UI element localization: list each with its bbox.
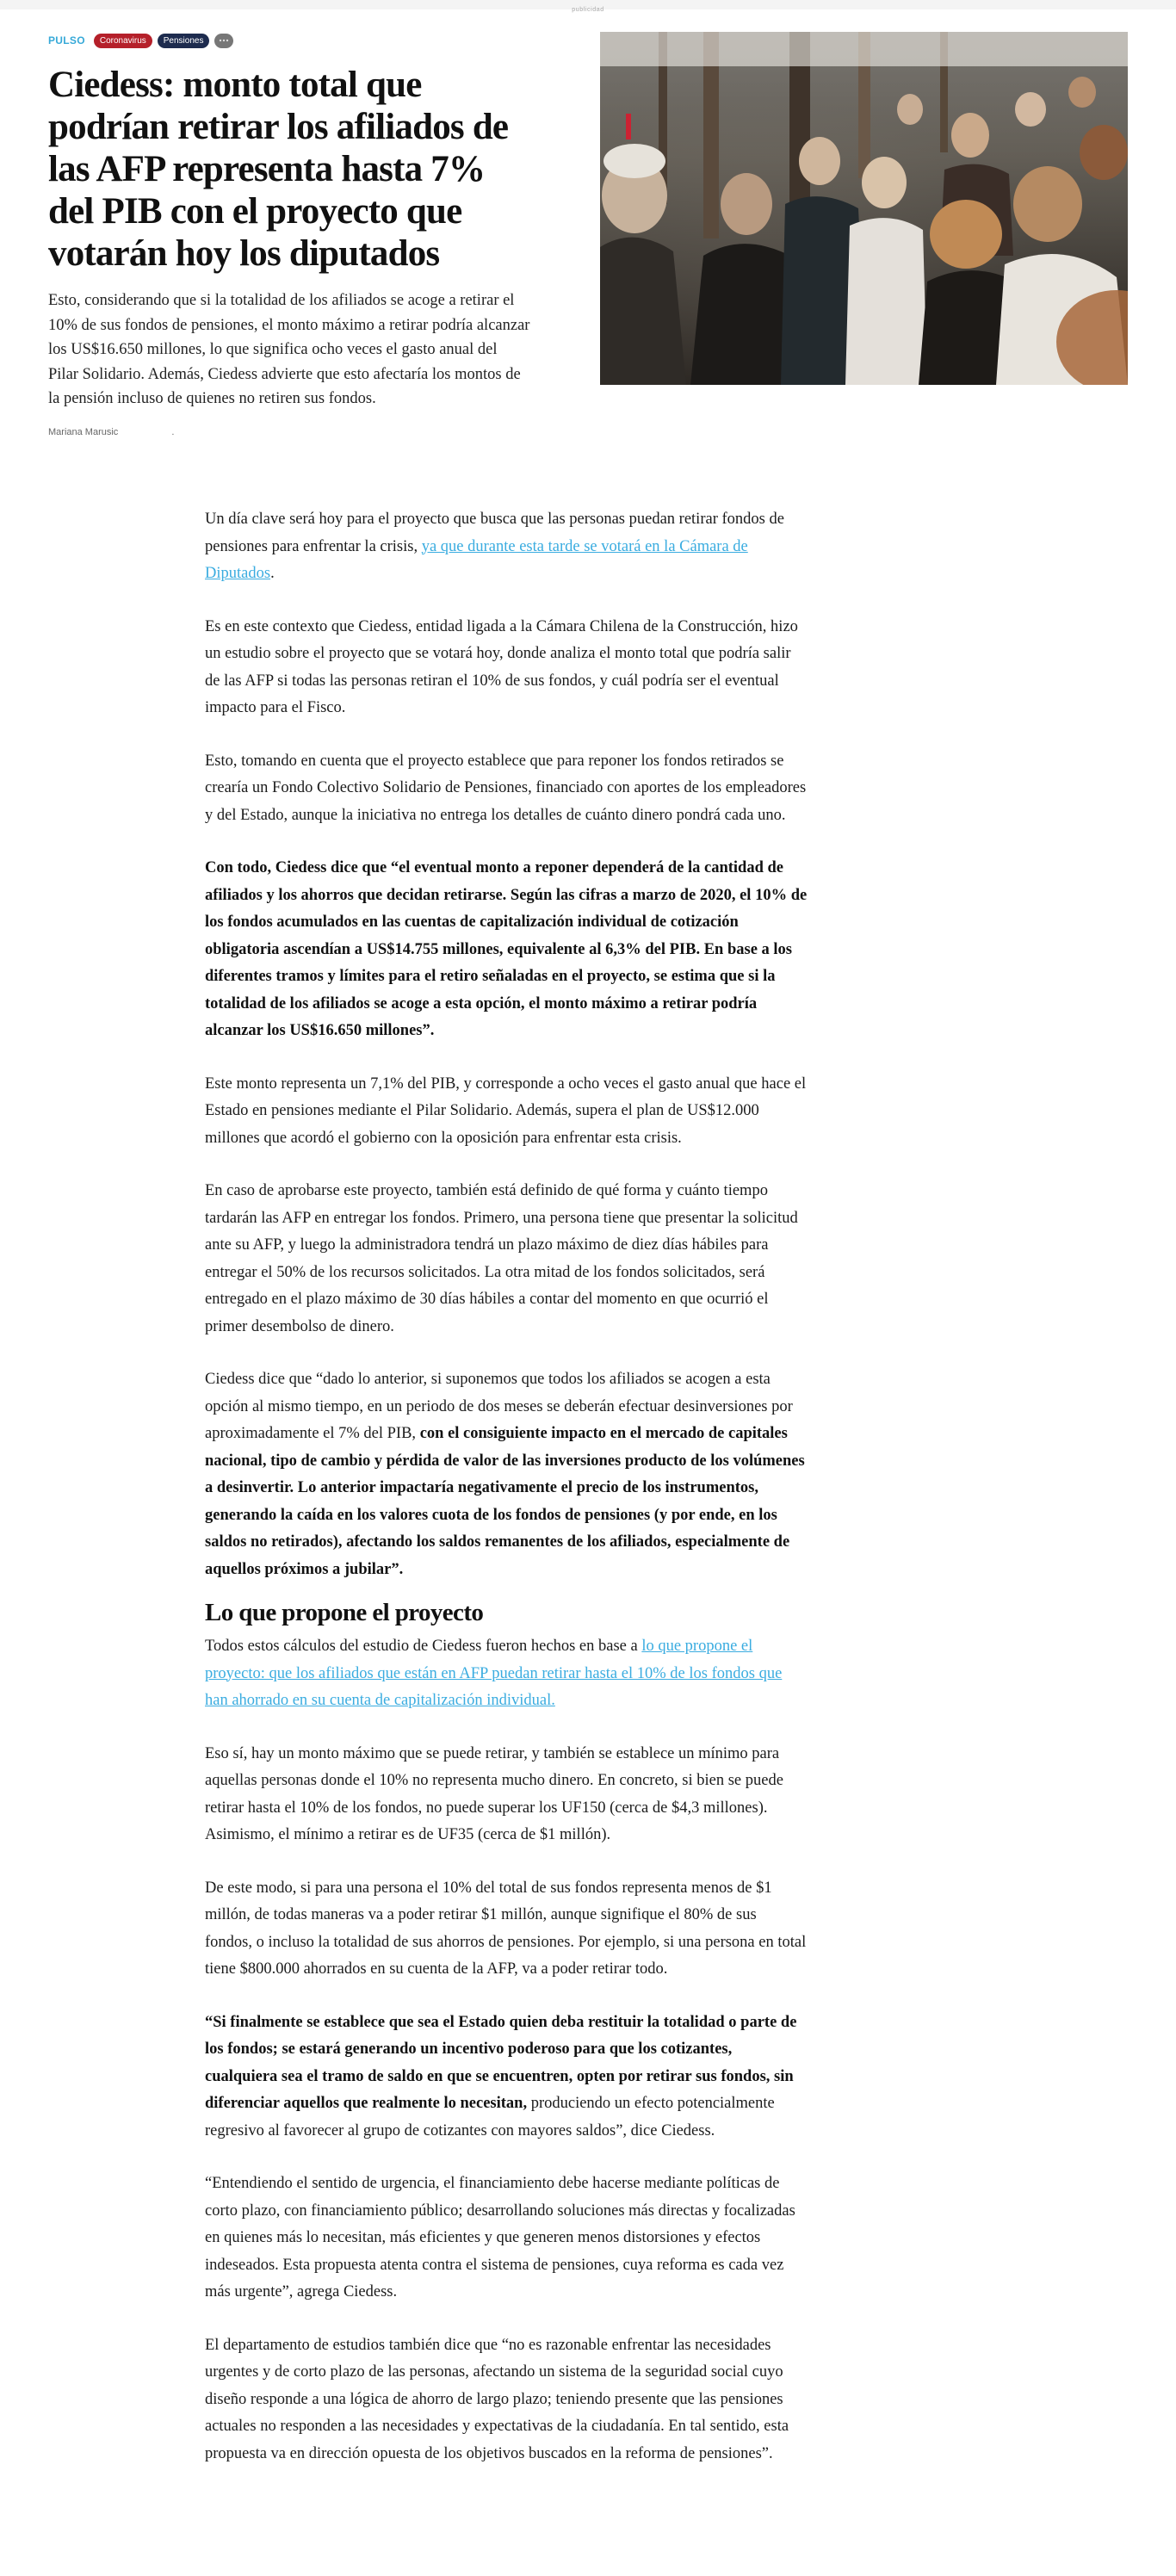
paragraph-8 <box>205 1633 808 1715</box>
paragraph-6: En caso de aprobarse este proyecto, también está definido de qué forma y cuánto tiempo tardarán las AFP en entregar los fondos. Primero, una persona tiene que presentar la solicitud ante su AFP, y luego la administradora tendrá un plazo máximo de diez días hábiles para entregar el 50% de los recursos solicitados. La otra mitad de los fondos solicitados, será entregado en el plazo máximo de 30 días hábiles a contar del momento en que ocurrió el primer desembolso de dinero. <box>205 1182 798 1335</box>
headline: Ciedess: monto total que podrían retirar los afiliados de las AFP representa hasta 7% del PIB con el proyecto que votarán hoy los diputados <box>48 65 509 274</box>
paragraph-4: Con todo, Ciedess dice que “el eventual monto a reponer dependerá de la cantidad de afiliados y los ahorros que decidan retirarse. Según las cifras a marzo de 2020, el 10% de los fondos acumulados en las cuentas de capitalización individual de cotización obligatoria ascendían a US$14.755 millones, equivalente al 6,3% del PIB. En base a los diferentes tramos y límites para el retiro señaladas en el proyecto, se estima que si la totalidad de los afiliados se acoge a esta opción, el monto máximo a retirar podría alcanzar los US$16.650 millones”. <box>205 859 808 1039</box>
subheading: Lo que propone el proyecto <box>205 1599 484 1626</box>
tag-coronavirus[interactable]: Coronavirus <box>94 34 152 48</box>
paragraph-3: Esto, tomando en cuenta que el proyecto establece que para reponer los fondos retirados se crearía un Fondo Colectivo Solidario de Pensiones, financiado con aportes de los empleadores y del Estado, aunque la iniciativa no entrega los detalles de cuánto dinero pondrá cada uno. <box>205 752 807 824</box>
more-tags-button[interactable] <box>214 34 233 48</box>
paragraph-7-text: Ciedess dice que “dado lo anterior, si suponemos que todos los afiliados se acogen a esta opción al mismo tiempo, en un periodo de dos meses se deberán efectuar desinversiones por aproximadamente el 7% del PIB, <box>205 1371 793 1442</box>
paragraph-9: Eso sí, hay un monto máximo que se puede retirar, y también se establece un mínimo para aquellas personas donde el 10% no representa mucho dinero. En concreto, si bien se puede retirar hasta el 10% de los fondos, no puede superar los UF150 (cerca de $4,3 millones). Asimismo, el mínimo a retirar es de UF35 (cerca de $1 millón). <box>205 1744 783 1843</box>
paragraph-7-bold: con el consiguiente impacto en el mercado de capitales nacional, tipo de cambio y pérdida de valor de las inversiones producto de los volúmenes a desinvertir. Lo anterior impactaría negativamente el precio de los instrumentos, generando la caída en los valores cuota de los fondos de pensiones (y por ende, en los saldos no retirados), afectando los saldos remanentes de los afiliados, especialmente de aquellos próximos a jubilar”. <box>205 1425 805 1578</box>
ad-label: publicidad <box>572 7 604 13</box>
paragraph-2: Es en este contexto que Ciedess, entidad ligada a la Cámara Chilena de la Construcción, hizo un estudio sobre el proyecto que se votará hoy, donde analiza el monto total que podría salir de las AFP si todas las personas retiran el 10% de sus fondos, y cuál podría ser el eventual impacto para el Fisco. <box>205 617 798 716</box>
paragraph-1 <box>205 506 808 588</box>
dek: Esto, considerando que si la totalidad de los afiliados se acoge a retirar el 10% de sus fondos de pensiones, el monto máximo a retirar podría alcanzar los US$16.650 millones, lo que significa ocho veces el gasto anual del Pilar Solidario. Además, Ciedess advierte que esto afectaría los montos de la pensión incluso de quienes no retiren sus fondos. <box>48 292 530 407</box>
paragraph-1-end: . <box>270 565 275 582</box>
paragraph-11-bold: “Si finalmente se establece que sea el Estado quien deba restituir la totalidad o parte de los fondos; se estará generando un incentivo poderoso para que los cotizantes, cualquiera sea el tramo de saldo en que se encuentren, opten por retirar sus fondos, sin diferenciar aquellos que realmente lo necesitan, <box>205 2013 797 2112</box>
byline-separator: . <box>171 426 175 437</box>
more-dots-icon <box>219 39 229 42</box>
vote-link[interactable]: ya que durante esta tarde se votará en la Cámara de Diputados <box>205 537 748 582</box>
article-header <box>48 31 530 437</box>
paragraph-13: El departamento de estudios también dice que “no es razonable enfrentar las necesidades urgentes y de corto plazo de las personas, afectando un sistema de la seguridad social cuyo diseño responde a una lógica de ahorro de largo plazo; teniendo presente que las pensiones actuales no responden a las necesidades y expectativas de la ciudadanía. En tal sentido, esta propuesta va en dirección opuesta de los objetivos buscados en la reforma de pensiones”. <box>205 2336 789 2462</box>
project-link[interactable]: lo que propone el proyecto: que los afiliados que están en AFP puedan retirar hasta el 10% de los fondos que han ahorrado en su cuenta de capitalización individual. <box>205 1638 783 1709</box>
paragraph-10: De este modo, si para una persona el 10% del total de sus fondos representa menos de $1 millón, de todas maneras va a poder retirar $1 millón, aunque signifique el 80% de sus fondos, o incluso la totalidad de sus ahorros de pensiones. Por ejemplo, si una persona en total tiene $800.000 ahorrados en su cuenta de la AFP, va a poder retirar todo. <box>205 1879 807 1978</box>
paragraph-12: “Entendiendo el sentido de urgencia, el financiamiento debe hacerse mediante políticas de corto plazo, con financiamiento público; desarrollando soluciones más directas y focalizadas en quienes más lo necesitan, más eficientes y que generen menos distorsiones y efectos indeseados. Esta propuesta atenta contra el sistema de pensiones, cuya reforma es cada vez más urgente”, agrega Ciedess. <box>205 2175 795 2300</box>
tag-row <box>48 31 530 50</box>
paragraph-11 <box>205 2009 808 2146</box>
author-link[interactable]: Mariana Marusic <box>48 426 119 437</box>
paragraph-11-text: produciendo un efecto potencialmente regresivo al favorecer al grupo de cotizantes con mayores saldos”, dice Ciedess. <box>205 2095 775 2139</box>
paragraph-5: Este monto representa un 7,1% del PIB, y corresponde a ocho veces el gasto anual que hace el Estado en pensiones mediante el Pilar Solidario. Además, supera el plan de US$12.000 millones que acordó el gobierno con la oposición para enfrentar esta crisis. <box>205 1074 807 1147</box>
paragraph-1-text: Un día clave será hoy para el proyecto que busca que las personas puedan retirar fondos de pensiones para enfrentar la crisis, <box>205 511 784 555</box>
crowd-photo-icon <box>600 32 1128 385</box>
ad-bar <box>0 0 1176 13</box>
hero-image <box>600 32 1128 385</box>
section-link[interactable]: PULSO <box>48 34 85 46</box>
tag-pensiones[interactable]: Pensiones <box>158 34 210 48</box>
paragraph-8-text: Todos estos cálculos del estudio de Ciedess fueron hechos en base a <box>205 1638 642 1655</box>
byline <box>48 427 530 437</box>
paragraph-7 <box>205 1366 808 1583</box>
article-body <box>205 506 808 2493</box>
